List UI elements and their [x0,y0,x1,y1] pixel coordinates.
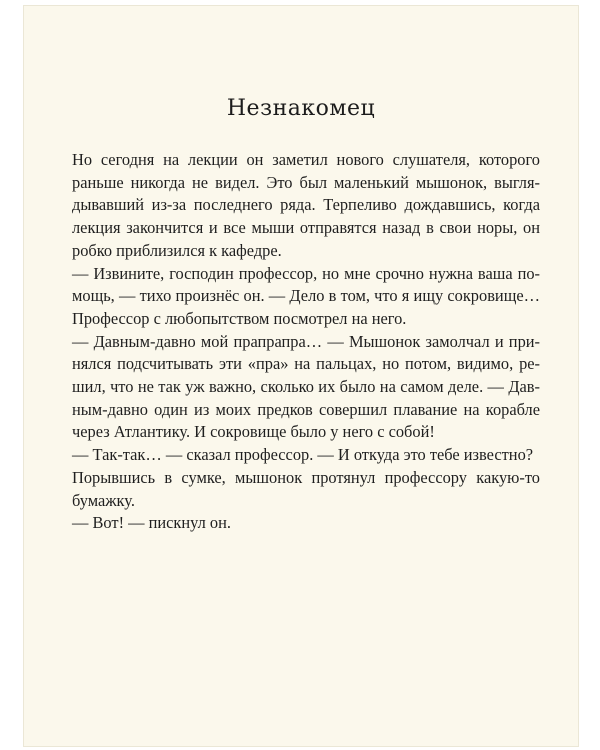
text-line: — Так-так… — сказал профессор. — И откуда это тебе известно? [72,445,534,465]
chapter-title: Незнакомец [226,96,376,121]
text-line: бумажку. [72,490,135,510]
text-line: дывавший из-за последнего ряда. Терпеливо дождавшись, когда [72,195,540,215]
text-line: раньше никогда не видел. Это был маленький мышонок, выгля- [72,172,540,192]
text-line: — Давным-давно мой прапрапра… — Мышонок замолчал и при- [72,331,540,351]
text-line: нялся подсчитывать эти «пра» на пальцах, но потом, видимо, ре- [72,354,540,374]
text-line: ным-давно один из моих предков совершил плавание на корабле [72,399,540,419]
text-line: лекция закончится и все мыши отправятся назад в свои норы, он [72,218,540,238]
text-line: Порывшись в сумке, мышонок протянул профессору какую-то [72,467,540,487]
chapter-text [72,149,540,535]
text-line: Профессор с любопытством посмотрел на него. [72,308,407,328]
text-line: через Атлантику. И сокровище было у него с собой! [72,422,435,442]
text-line: — Извините, господин профессор, но мне срочно нужна ваша по- [72,263,540,283]
book-page [24,6,578,746]
text-line: мощь, — тихо произнёс он. — Дело в том, что я ищу сокровище… [72,286,540,306]
text-line: шил, что не так уж важно, сколько их было на самом деле. — Дав- [72,377,540,397]
text-line: робко приблизился к кафедре. [72,240,282,260]
text-line: — Вот! — пискнул он. [72,513,231,533]
text-line: Но сегодня на лекции он заметил нового слушателя, которого [72,150,540,169]
